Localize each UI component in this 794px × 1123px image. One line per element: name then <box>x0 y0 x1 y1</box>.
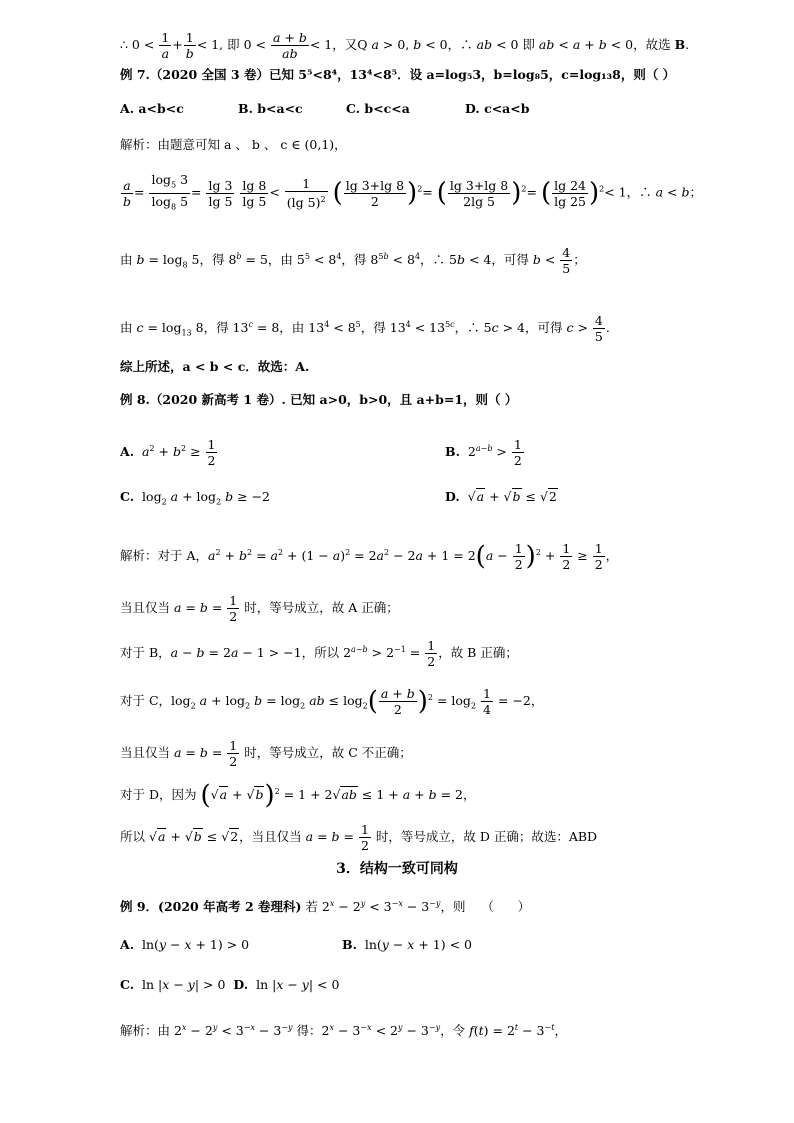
example-8-analysis-b: 对于 B，a − b = 2a − 1 > −1，所以 $2^{a-b} > 2^{-1}$ = $\frac{1}{2}$ ，故 B 正确； <box>120 638 518 669</box>
example-7-c-bound: 由 $c = \log_{13} 8$，得 $13^c = 8$，由 $13^4 < 8^5$，得 $13^4 < 13^{5c}$，∴ 5c > 4，可得 c > $\frac{4}{5}$ . <box>120 313 610 344</box>
example-9-option-a: A. ln(y − x + 1) > 0 <box>120 937 250 952</box>
example-7-ratio-derivation: $\frac{a}{b}$ = $\frac{\log_5 3}{\log_8 5}$ = $\frac{\lg 3}{\lg 5}$ $\frac{\lg 8}{\lg 5}$ < $\frac{1}{(\lg 5)^2}$ ( $\frac{\lg 3+\lg 8}{2}$ )$^2$= ( $\frac{\lg 3+\lg 8}{2\lg 5}$ )$^2$= ( $\frac{\lg 24}{\lg 25}$ )$^2$< 1，∴ a < b； <box>123 172 703 211</box>
example-8-analysis-a: 解析：对于 A，$a^2 + b^2 = a^2 + (1 - a)^2 = 2a^2 - 2a + 1 = 2(a$ − $\frac{1}{2}$ )$^2$ + $\frac{1}{2}$ ≥ $\frac{1}{2}$ ， <box>120 541 619 572</box>
example-7-analysis-intro: 解析：由题意可知 a 、 b 、 c ∈ (0,1)， <box>120 137 347 152</box>
example-7-b-bound: 由 $b = \log_8 5$，得 $8^b = 5$，由 $5^5 < 8^4$，得 $8^{5b} < 8^4$，∴ 5b < 4，可得 b < $\frac{4}{5}$ ； <box>120 245 586 276</box>
example-8-option-a: A. $a^2 + b^2$ ≥ $\frac{1}{2}$ <box>120 437 216 468</box>
example-8-option-d: D. √a + √b ≤ √2 <box>445 489 557 504</box>
example-9-options-c-d: C. ln |x − y| > 0 D. ln |x − y| < 0 <box>120 977 340 992</box>
example-7-option-b: B. b<a<c <box>238 101 303 116</box>
example-8-equality-a: 当且仅当 a = b = $\frac{1}{2}$ 时，等号成立，故 A 正确； <box>120 593 399 624</box>
example-8-analysis-c: 对于 C，$\log_2 a + \log_2 b = \log_2$ ab ≤ $\log_2$( $\frac{a + b}{2}$ )$^2 = \log_2$ $\frac{1}{4}$ = −2， <box>120 686 544 717</box>
example-8-equality-c: 当且仅当 a = b = $\frac{1}{2}$ 时，等号成立，故 C 不正确； <box>120 738 412 769</box>
example-7-option-d: D. c<a<b <box>465 101 530 116</box>
section-heading: 3．结构一致可同构 <box>336 861 458 877</box>
example-8-option-b: B. $2^{a-b}$ > $\frac{1}{2}$ <box>445 437 522 468</box>
example-8-option-c: C. $\log_2 a + \log_2 b \ge -2$ <box>120 489 271 507</box>
example-9-analysis: 解析：由 $2^x - 2^y < 3^{-x} - 3^{-y}$ 得：$2^x - 3^{-x} < 2^y - 3^{-y}$，令 $f(t) = 2^t - 3^{-t}$， <box>120 1023 567 1039</box>
example-9-title: 例 9．(2020 年高考 2 卷理科) 若 $2^x - 2^y < 3^{-x} - 3^{-y}$，则 （ ） <box>120 899 531 915</box>
example-9-option-b: B. ln(y − x + 1) < 0 <box>342 937 472 952</box>
example-7-option-c: C. b<c<a <box>346 101 410 116</box>
example-8-conclusion: 所以 √a + √b ≤ √2，当且仅当 a = b = $\frac{1}{2}$ 时，等号成立，故 D 正确；故选：ABD <box>120 822 598 853</box>
example-8-title: 例 8.（2020 新高考 1 卷）. 已知 a>0，b>0，且 a+b=1，则（ ） <box>120 392 518 407</box>
solution-line-1: ∴ 0 < $\frac{1}{a}$ + $\frac{1}{b}$ < 1, 即 0 < $\frac{a + b}{ab}$ < 1，又Q a > 0, b < 0，∴ ab < 0 即 ab < a + b < 0，故选 B. <box>120 30 690 61</box>
example-7-conclusion: 综上所述，a < b < c．故选：A. <box>120 359 310 374</box>
example-8-analysis-d: 对于 D，因为 $(√a + √b)^2 = 1 + 2√ab \le 1 + a + b = 2$， <box>120 780 476 811</box>
example-7-title: 例 7.（2020 全国 3 卷）已知 5⁵<8⁴，13⁴<8⁵．设 a=log₅3，b=log₈5，c=log₁₃8，则（ ） <box>120 67 676 82</box>
example-7-option-a: A. a<b<c <box>120 101 184 116</box>
